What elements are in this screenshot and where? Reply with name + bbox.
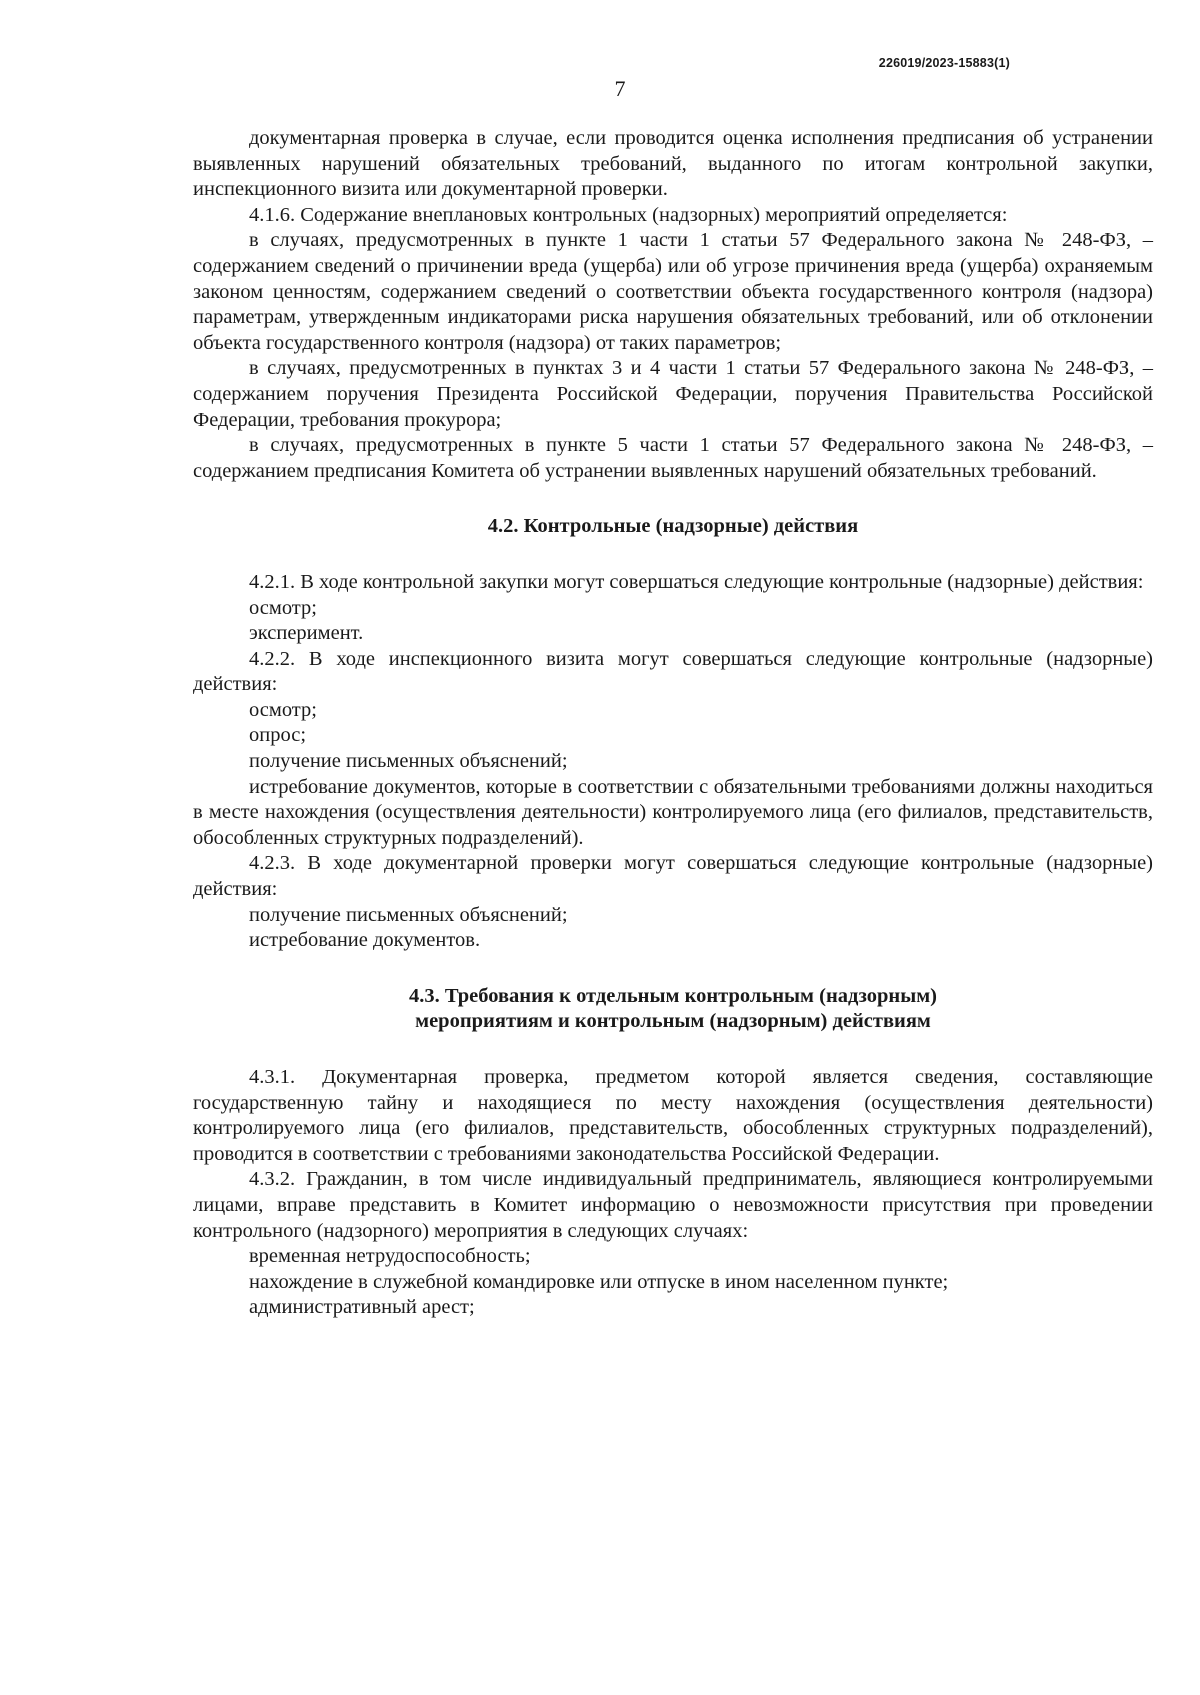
list-item: истребование документов. xyxy=(249,929,481,952)
section-heading-line-2: мероприятиям и контрольным (надзорным) действиям xyxy=(415,1010,931,1033)
spacer xyxy=(193,954,1153,984)
document-id: 226019/2023-15883(1) xyxy=(878,56,1010,70)
paragraph: документарная проверка в случае, если проводится оценка исполнения предписания об устранении выявленных нарушений обязательных требований, выданного по итогам контрольной закупки, инспекционного визита или документарной проверки. xyxy=(193,127,1153,201)
section-heading: 4.2. Контрольные (надзорные) действия xyxy=(487,515,859,538)
list-item: осмотр; xyxy=(249,698,317,721)
section-heading-line-1: 4.3. Требования к отдельным контрольным (надзорным) xyxy=(408,984,937,1007)
list-item: нахождение в служебной командировке или отпуске в ином населенном пункте; xyxy=(249,1270,949,1293)
paragraph: в случаях, предусмотренных в пункте 5 части 1 статьи 57 Федерального закона № 248-ФЗ, – содержанием предписания Комитета об устранении выявленных нарушений обязательных требований. xyxy=(193,434,1153,482)
list-item: временная нетрудоспособность; xyxy=(249,1245,531,1268)
spacer xyxy=(193,484,1153,514)
paragraph: 4.1.6. Содержание внеплановых контрольных (надзорных) мероприятий определяется: xyxy=(249,203,1008,226)
spacer xyxy=(193,1035,1153,1065)
list-item: осмотр; xyxy=(249,596,317,619)
paragraph: в случаях, предусмотренных в пунктах 3 и 4 части 1 статьи 57 Федерального закона № 248-ФЗ, – содержанием поручения Президента Российской Федерации, поручения Правительства Российской Федерации, требования прокурора; xyxy=(193,357,1153,431)
paragraph: в случаях, предусмотренных в пункте 1 части 1 статьи 57 Федерального закона № 248-ФЗ, – содержанием сведений о причинении вреда (ущерба) или об угрозе причинения вреда (ущерба) охраняемым законом ценностям, содержанием сведений о соответствии объекта государственного контроля (надзора) параметрам, утвержденным индикаторами риска нарушения обязательных требований, или об отклонении объекта государственного контроля (надзора) от таких параметров; xyxy=(193,229,1153,354)
paragraph: 4.2.1. В ходе контрольной закупки могут совершаться следующие контрольные (надзорные) действия: xyxy=(249,570,1144,593)
list-item: получение письменных объяснений; xyxy=(249,903,568,926)
page-number: 7 xyxy=(614,76,626,101)
list-item: истребование документов, которые в соответствии с обязательными требованиями должны находиться в месте нахождения (осуществления деятельности) контролируемого лица (его филиалов, представительств, обособленных структурных подразделений). xyxy=(193,775,1153,849)
paragraph: 4.2.3. В ходе документарной проверки могут совершаться следующие контрольные (надзорные) действия: xyxy=(193,852,1153,901)
paragraph: 4.3.1. Документарная проверка, предметом которой является сведения, составляющие государственную тайну и находящиеся по месту нахождения (осуществления деятельности) контролируемого лица (его филиалов, представительств, обособленных структурных подразделений), проводится в соответствии с требованиями законодательства Российской Федерации. xyxy=(193,1066,1153,1165)
list-item: получение письменных объяснений; xyxy=(249,750,568,773)
list-item: административный арест; xyxy=(249,1296,475,1319)
paragraph: 4.2.2. В ходе инспекционного визита могут совершаться следующие контрольные (надзорные) действия: xyxy=(193,647,1153,696)
list-item: опрос; xyxy=(249,724,307,747)
document-body xyxy=(193,126,1153,1321)
paragraph: 4.3.2. Гражданин, в том числе индивидуальный предприниматель, являющиеся контролируемыми лицами, вправе представить в Комитет информацию о невозможности присутствия при проведении контрольного (надзорного) мероприятия в следующих случаях: xyxy=(193,1168,1153,1242)
list-item: эксперимент. xyxy=(249,622,364,645)
spacer xyxy=(193,540,1153,570)
